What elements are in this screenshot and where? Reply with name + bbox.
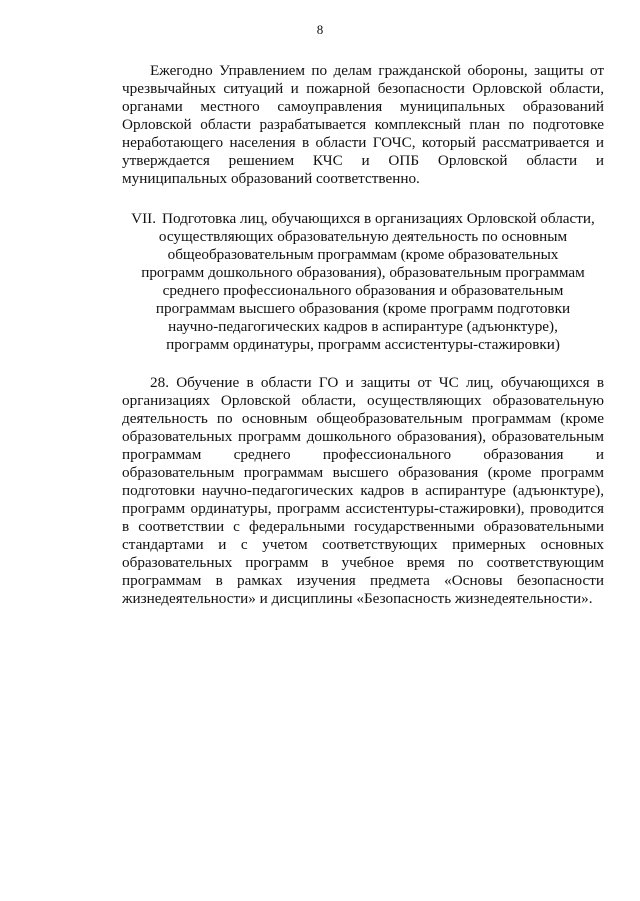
section-heading-line: научно-педагогических кадров в аспирантуре (адъюнктуре), bbox=[168, 318, 558, 335]
section-heading-vii bbox=[122, 210, 604, 354]
section-heading-line: программам высшего образования (кроме программ подготовки bbox=[155, 300, 571, 317]
paragraph-28: 28. Обучение в области ГО и защиты от ЧС лиц, обучающихся в организациях Орловской области, осуществляющих образовательную деятельность по основным общеобразовательным программам (кроме образовательных программ дошкольного образования), образовательным программам среднего профессионального образования и образовательным программам высшего образования (кроме программ подготовки научно-педагогических кадров в аспирантуре (адъюнктуре), программ ординатуры, программ ассистентуры-стажировки), проводится в соответствии с федеральными государственными образовательными стандартами и с учетом соответствующих примерных основных образовательных программ в учебное время по соответствующим программам в рамках изучения предмета «Основы безопасности жизнедеятельности» и дисциплины «Безопасность жизнедеятельности». bbox=[122, 374, 604, 607]
document-body bbox=[122, 62, 604, 608]
section-heading-line: среднего профессионального образования и образовательным bbox=[162, 282, 564, 299]
section-heading-line: программ дошкольного образования), образовательным программам bbox=[141, 264, 585, 281]
section-heading-line: программ ординатуры, программ ассистентуры-стажировки) bbox=[166, 336, 560, 353]
section-heading-line: общеобразовательным программам (кроме образовательных bbox=[167, 246, 559, 263]
section-heading-text: Подготовка лиц, обучающихся в организациях Орловской области, bbox=[162, 210, 595, 227]
section-heading-line: осуществляющих образовательную деятельность по основным bbox=[158, 228, 568, 245]
paragraph-annual-plan: Ежегодно Управлением по делам гражданской обороны, защиты от чрезвычайных ситуаций и пожарной безопасности Орловской области, органами местного самоуправления муниципальных образований Орловской области разрабатывается комплексный план по подготовке неработающего населения в области ГОЧС, который рассматривается и утверждается решением КЧС и ОПБ Орловской области и муниципальных образований соответственно. bbox=[122, 62, 604, 187]
page-number: 8 bbox=[316, 22, 324, 37]
section-numeral: VII. bbox=[131, 210, 157, 227]
section-heading-line bbox=[122, 210, 604, 228]
